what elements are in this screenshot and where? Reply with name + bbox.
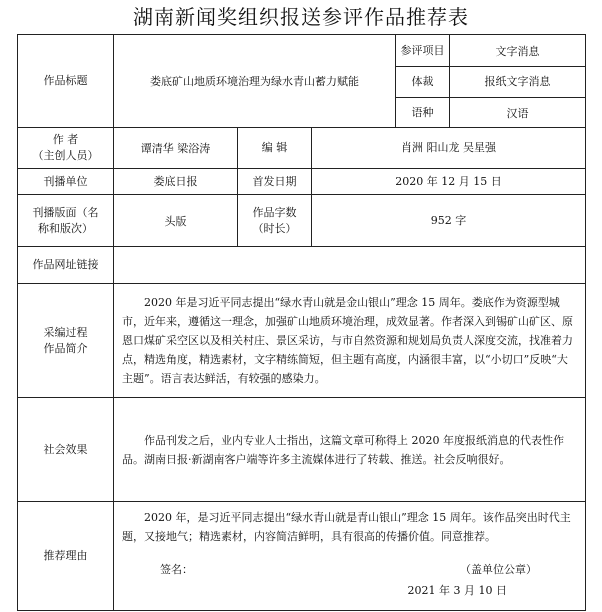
- signature-row: [122, 560, 577, 579]
- author-label: [18, 128, 114, 169]
- publisher-label: 刊播单位: [18, 169, 114, 195]
- pub-date-label: 首发日期: [238, 169, 312, 195]
- recommendation-form: [17, 34, 586, 611]
- author-value: 谭清华 梁浴涛: [114, 128, 238, 169]
- word-count-label-line1: 作品字数: [252, 205, 297, 219]
- page-label-line1: 刊播版面（名: [32, 205, 99, 219]
- reason-text-cell: [114, 502, 586, 611]
- editor-value: 肖洲 阳山龙 吴星强: [312, 128, 586, 169]
- word-count-label: [238, 195, 312, 247]
- effect-text: 作品刊发之后，业内专业人士指出，这篇文章可称得上 2020 年度报纸消息的代表性作品。湖南日报·新湖南客户端等许多主流媒体进行了转载、推送。社会反响很好。: [122, 433, 564, 466]
- word-count-value: 952 字: [312, 195, 586, 247]
- pub-date-value: 2020 年 12 月 15 日: [312, 169, 586, 195]
- signature-label: 签名：: [160, 563, 193, 576]
- recommend-date: 2021 年 3 月 10 日: [407, 584, 508, 597]
- reason-label: 推荐理由: [18, 502, 114, 611]
- publisher-value: 娄底日报: [114, 169, 238, 195]
- page-label: [18, 195, 114, 247]
- seal-label: （盖单位公章）: [460, 563, 538, 576]
- genre-label: 体裁: [396, 67, 450, 98]
- work-title-label: 作品标题: [18, 35, 114, 128]
- process-text: 2020 年是习近平同志提出“绿水青山就是金山银山”理念 15 周年。娄底作为资源型城市，近年来，遵循这一理念，加强矿山地质环境治理，成效显著。作者深入到锡矿山矿区、原恩口煤矿采空区以及相关村庄、景区采访，与市自然资源和规划局负责人深度交流，找准着力点，精选角度，精选素材，文字精练简短，但主题有高度，内涵很丰富，以“小切口”反映“大主题”。语言表达鲜活，有较强的感染力。: [122, 296, 573, 385]
- page-value: 头版: [114, 195, 238, 247]
- process-label: [18, 284, 114, 398]
- category-value: 文字消息: [450, 35, 586, 67]
- word-count-label-line2: （时长）: [252, 221, 297, 235]
- author-label-line1: 作 者: [52, 133, 79, 146]
- process-label-line1: 采编过程: [43, 325, 88, 339]
- page-label-line2: 称和版次）: [38, 221, 93, 235]
- genre-value: 报纸文字消息: [450, 67, 586, 98]
- language-value: 汉语: [450, 98, 586, 128]
- reason-text: 2020 年，是习近平同志提出“绿水青山就是青山银山”理念 15 周年。该作品突出时代主题，又接地气；精选素材，内容简洁鲜明，具有很高的传播价值。同意推荐。: [122, 511, 571, 543]
- effect-text-cell: [114, 398, 586, 502]
- link-value: [114, 247, 586, 284]
- category-label: 参评项目: [396, 35, 450, 67]
- language-label: 语种: [396, 98, 450, 128]
- process-label-line2: 作品简介: [43, 341, 88, 355]
- form-title: 湖南新闻奖组织报送参评作品推荐表: [133, 5, 469, 29]
- author-label-line2: （主创人员）: [32, 149, 99, 162]
- work-title-value: 娄底矿山地质环境治理为绿水青山蓄力赋能: [114, 35, 396, 128]
- effect-label: 社会效果: [18, 398, 114, 502]
- link-label: 作品网址链接: [18, 247, 114, 284]
- editor-label: 编 辑: [238, 128, 312, 169]
- process-text-cell: [114, 284, 586, 398]
